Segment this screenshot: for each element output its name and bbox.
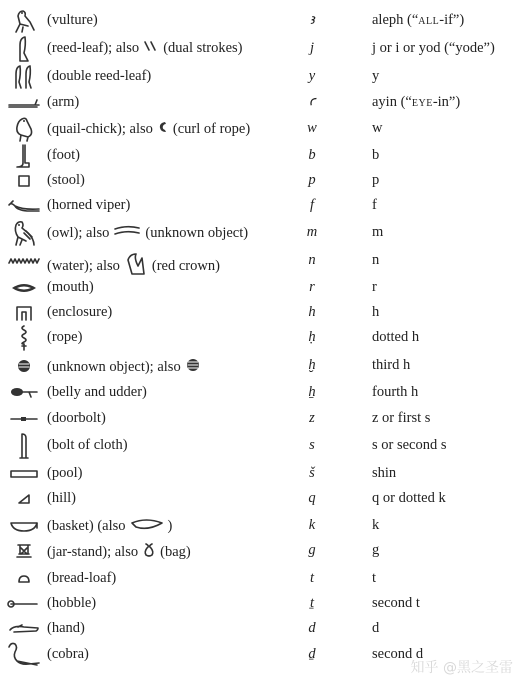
sign-description-text: (owl); also [47, 224, 110, 241]
sign-description: (stool) [47, 172, 85, 188]
bolt-of-cloth-icon [6, 433, 42, 459]
basket-icon [6, 513, 42, 539]
cobra-icon [6, 642, 42, 668]
mouth-icon [6, 275, 42, 301]
sound-value-stress: all [418, 12, 440, 28]
transliteration: g [308, 542, 316, 558]
table-row [0, 90, 527, 116]
sign-description [47, 357, 205, 378]
transliteration: n [308, 252, 316, 268]
sound-value: second d [372, 646, 424, 662]
sign-description: (horned viper) [47, 197, 131, 213]
table-row [0, 406, 527, 432]
table-row [0, 193, 527, 219]
sign-description: (double reed-leaf) [47, 68, 152, 84]
horned-viper-icon [6, 193, 42, 219]
transliteration: ṯ [309, 595, 315, 611]
sign-description: (foot) [47, 147, 81, 163]
basket-alt-icon [130, 517, 164, 536]
transliteration: ḏ [308, 646, 316, 662]
pool-icon [6, 461, 42, 487]
sign-description: (hill) [47, 490, 76, 506]
table-row [0, 538, 527, 564]
table-row [0, 591, 527, 617]
sound-value: z or first s [372, 410, 431, 426]
sound-value: s or second s [372, 437, 447, 453]
sound-value: n [372, 252, 380, 268]
sign-description-text: (water); also [47, 257, 120, 274]
sign-description: (bolt of cloth) [47, 437, 128, 453]
transliteration: ꜣ [309, 12, 315, 28]
table-row [0, 275, 527, 301]
belly-udder-icon [6, 380, 42, 406]
sign-description: (cobra) [47, 646, 89, 662]
sign-description: (vulture) [47, 12, 98, 28]
double-reed-leaf-icon [6, 64, 42, 90]
sign-description-alt-text: (red crown) [151, 257, 220, 274]
sound-value: r [372, 279, 377, 295]
doorbolt-icon [6, 406, 42, 432]
sound-value: q or dotted k [372, 490, 446, 506]
curl-of-rope-icon [157, 120, 169, 139]
sound-value: m [372, 224, 384, 240]
watermark: 知乎 @黑之圣雷 [410, 660, 513, 676]
quail-chick-icon [6, 116, 42, 142]
sign-description [47, 542, 191, 563]
transliteration: q [308, 490, 316, 506]
table-row [0, 36, 527, 62]
table-row [0, 325, 527, 351]
transliteration: b [308, 147, 316, 163]
table-row [0, 433, 527, 459]
reed-leaf-icon [6, 36, 42, 62]
foot-icon [6, 143, 42, 169]
table-row [0, 248, 527, 274]
transliteration: r [309, 279, 315, 295]
transliteration: ꜥ [308, 94, 316, 110]
sign-description: (enclosure) [47, 304, 113, 320]
sound-value: h [372, 304, 380, 320]
transliteration: f [309, 197, 315, 213]
sign-description: (arm) [47, 94, 80, 110]
transliteration: ḫ [308, 357, 316, 373]
sign-description-text: (unknown object); also [47, 358, 181, 375]
sign-description: (rope) [47, 329, 83, 345]
sign-description-text: (reed-leaf); also [47, 40, 140, 56]
sound-value-text: -in”) [432, 94, 461, 110]
sound-value-text: aleph (“ [372, 12, 419, 28]
transliteration: ḥ [308, 329, 316, 345]
unknown-object-icon [113, 224, 141, 243]
sign-description [47, 224, 248, 243]
sign-description [47, 517, 172, 536]
sign-description-alt-text: (unknown object) [145, 224, 249, 241]
transliteration: d [308, 620, 316, 636]
sound-value [372, 12, 464, 29]
hobble-icon [6, 591, 42, 617]
transliteration: h [308, 304, 316, 320]
sign-description-text: (jar-stand); also [47, 543, 139, 560]
bag-icon [142, 542, 156, 563]
transliteration: z [309, 410, 315, 426]
transliteration: y [308, 68, 316, 84]
table-row [0, 566, 527, 592]
sound-value: fourth h [372, 384, 419, 400]
sound-value: p [372, 172, 380, 188]
sound-value: g [372, 542, 380, 558]
sieve-icon [6, 353, 42, 379]
table-row [0, 116, 527, 142]
dual-strokes-icon [143, 40, 159, 57]
rope-icon [6, 325, 42, 351]
sign-description [47, 40, 243, 57]
sign-description-alt-text: (dual strokes) [163, 40, 243, 56]
vulture-icon [6, 8, 42, 34]
sign-description-alt-text: (bag) [160, 543, 191, 560]
sound-value: w [372, 120, 383, 136]
table-row [0, 300, 527, 326]
table-row [0, 461, 527, 487]
transliteration: w [307, 120, 317, 136]
transliteration: ẖ [308, 384, 316, 400]
sound-value [372, 94, 460, 111]
sound-value: second t [372, 595, 420, 611]
sound-value-text: -if”) [439, 12, 465, 28]
sign-description-text: (quail-chick); also [47, 120, 153, 137]
sign-description: (mouth) [47, 279, 94, 295]
sign-description: (belly and udder) [47, 384, 147, 400]
transliteration: p [308, 172, 316, 188]
sign-description [47, 120, 250, 139]
enclosure-icon [6, 300, 42, 326]
table-row [0, 220, 527, 246]
sound-value: third h [372, 357, 411, 373]
table-row [0, 380, 527, 406]
sound-value: d [372, 620, 380, 636]
sound-value: k [372, 517, 380, 533]
hill-icon [6, 486, 42, 512]
table-row [0, 353, 527, 379]
table-row [0, 168, 527, 194]
table-row [0, 8, 527, 34]
sound-value: t [372, 570, 377, 586]
arm-icon [6, 90, 42, 116]
sound-value: j or i or yod (“yode”) [372, 40, 495, 56]
transliteration: t [309, 570, 315, 586]
placenta-icon [185, 357, 201, 378]
sound-value: b [372, 147, 380, 163]
table-row [0, 486, 527, 512]
transliteration: š [309, 465, 315, 481]
sign-description-alt-text: (curl of rope) [172, 120, 251, 137]
table-row [0, 513, 527, 539]
sign-description-alt-text: ) [167, 517, 173, 534]
sound-value: dotted h [372, 329, 420, 345]
sign-description: (hand) [47, 620, 85, 636]
sound-value: shin [372, 465, 397, 481]
hand-icon [6, 616, 42, 642]
bread-loaf-icon [6, 566, 42, 592]
transliteration: k [308, 517, 316, 533]
sound-value: f [372, 197, 377, 213]
sound-value-text: ayin (“ [372, 94, 412, 110]
sign-description-text: (basket) (also [47, 517, 126, 534]
jar-stand-icon [6, 538, 42, 564]
sound-value: y [372, 68, 380, 84]
transliteration: j [309, 40, 315, 56]
water-icon [6, 248, 42, 274]
sign-description: (pool) [47, 465, 83, 481]
owl-icon [6, 220, 42, 246]
table-row [0, 143, 527, 169]
table-row [0, 64, 527, 90]
transliteration: m [306, 224, 318, 240]
sign-description: (bread-loaf) [47, 570, 117, 586]
stool-icon [6, 168, 42, 194]
sign-description: (hobble) [47, 595, 97, 611]
sign-description: (doorbolt) [47, 410, 106, 426]
sound-value-stress: eye [411, 94, 433, 110]
table-row [0, 616, 527, 642]
transliteration: s [309, 437, 315, 453]
